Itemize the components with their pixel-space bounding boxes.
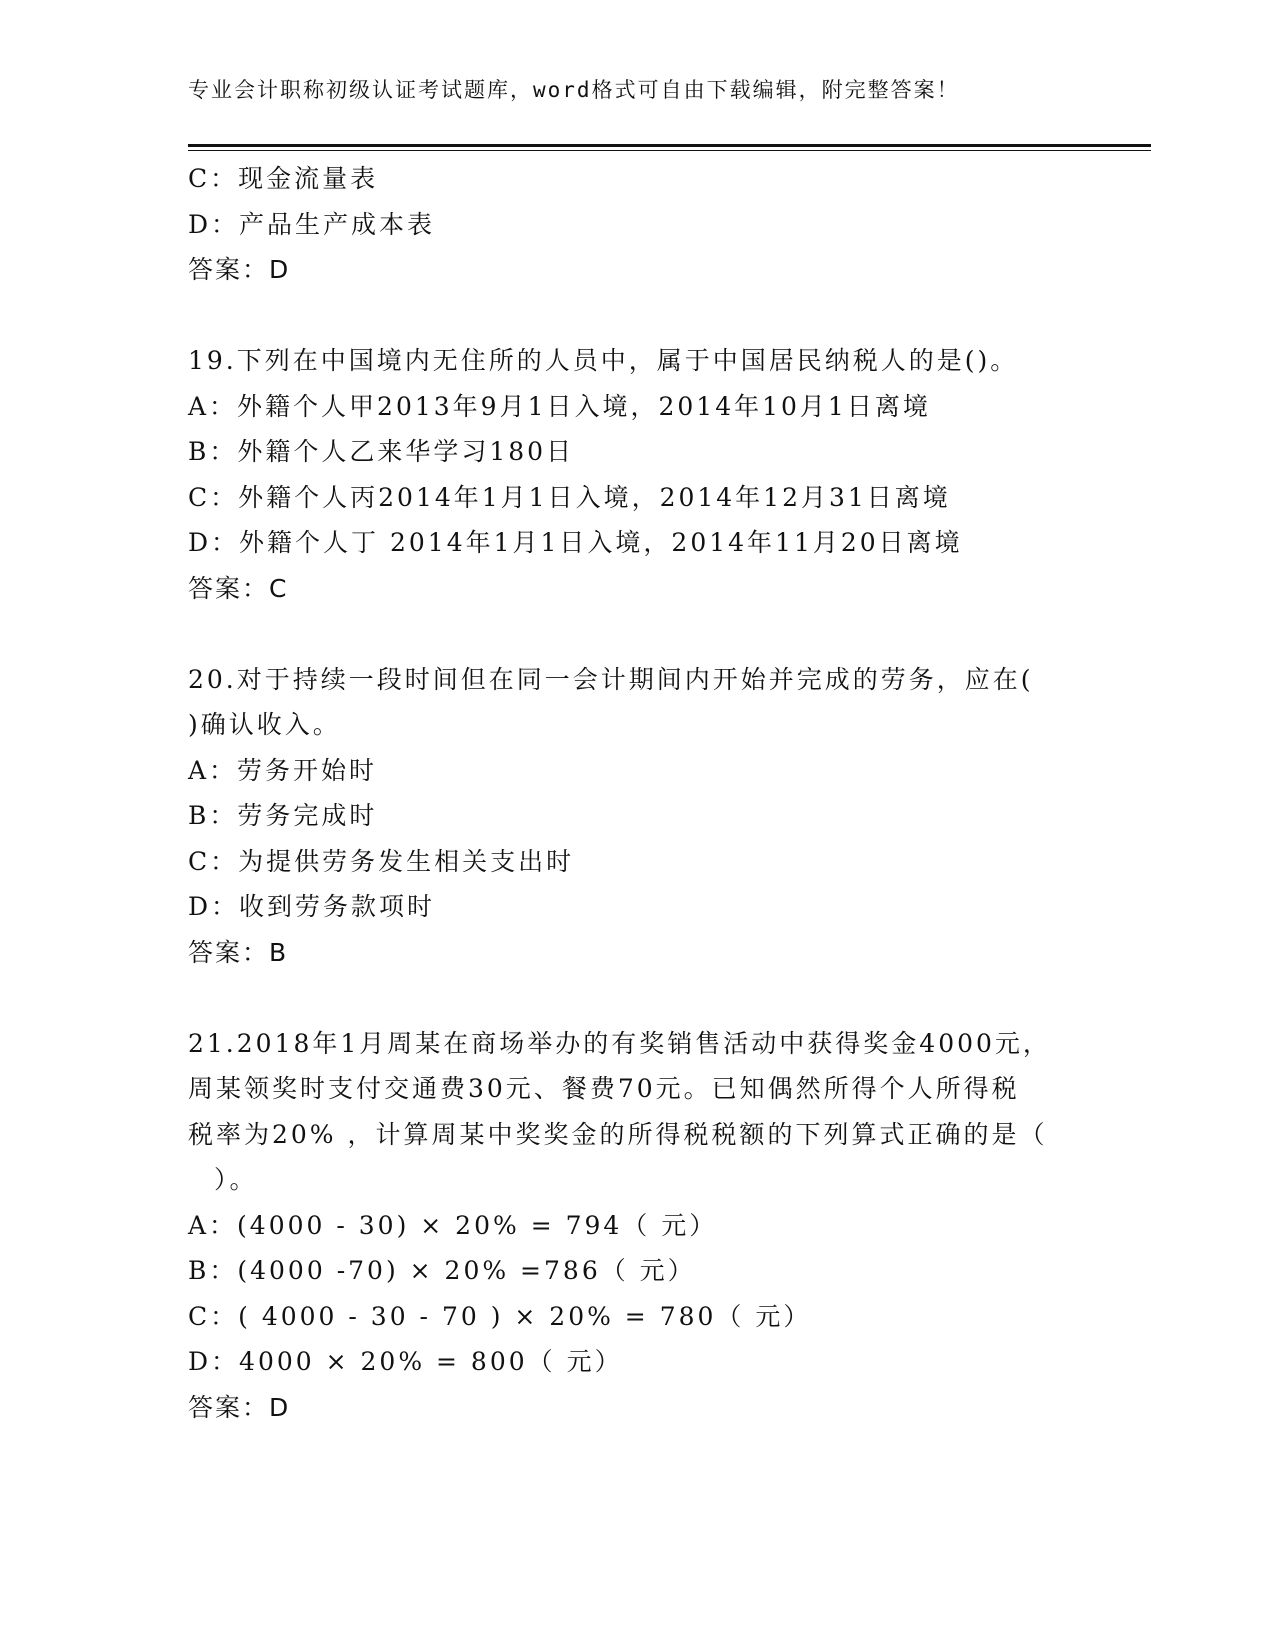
q21-stem-line4: ）。 bbox=[214, 1165, 258, 1194]
spacer bbox=[188, 293, 1058, 339]
q20-option-b: B：劳务完成时 bbox=[188, 801, 378, 830]
q21-option-d: D：4000 × 20% = 800（ 元） bbox=[188, 1347, 623, 1376]
q18-option-c: C：现金流量表 bbox=[188, 164, 379, 193]
q21-answer: 答案：D bbox=[188, 1392, 291, 1422]
q20-option-d: D：收到劳务款项时 bbox=[188, 892, 436, 921]
q18-option-d: D：产品生产成本表 bbox=[188, 209, 436, 239]
q20-option-a: A：劳务开始时 bbox=[188, 755, 378, 785]
spacer bbox=[188, 611, 1058, 657]
spacer bbox=[188, 975, 1058, 1021]
q20-stem-line1: 20.对于持续一段时间但在同一会计期间内开始并完成的劳务，应在( bbox=[188, 664, 1034, 694]
q19-option-b: B：外籍个人乙来华学习180日 bbox=[188, 437, 575, 466]
q21-option-a: A：(4000 - 30) × 20% = 794（ 元） bbox=[188, 1210, 718, 1240]
q21-stem-line1: 21.2018年1月周某在商场举办的有奖销售活动中获得奖金4000元， bbox=[188, 1028, 1051, 1058]
header-rule-thick bbox=[188, 144, 1151, 147]
q20-answer: 答案：B bbox=[188, 937, 289, 967]
question-content bbox=[188, 156, 1058, 1430]
q18-answer: 答案：D bbox=[188, 255, 291, 284]
q21-option-b: B：(4000 -70) × 20% =786（ 元） bbox=[188, 1256, 696, 1285]
q21-stem-line2: 周某领奖时支付交通费30元、餐费70元。已知偶然所得个人所得税 bbox=[188, 1074, 1020, 1103]
q19-option-c: C：外籍个人丙2014年1月1日入境，2014年12月31日离境 bbox=[188, 482, 951, 512]
q20-option-c: C：为提供劳务发生相关支出时 bbox=[188, 846, 575, 876]
q19-option-a: A：外籍个人甲2013年9月1日入境，2014年10月1日离境 bbox=[188, 391, 931, 421]
header-rule-thin bbox=[188, 150, 1151, 151]
q20-stem-line2: )确认收入。 bbox=[188, 710, 341, 739]
q19-stem: 19.下列在中国境内无住所的人员中，属于中国居民纳税人的是()。 bbox=[188, 346, 1019, 375]
q19-option-d: D：外籍个人丁 2014年1月1日入境，2014年11月20日离境 bbox=[188, 528, 963, 557]
q21-stem-line3: 税率为20% ，计算周某中奖奖金的所得税税额的下列算式正确的是（ bbox=[188, 1119, 1048, 1149]
q19-answer: 答案：C bbox=[188, 573, 289, 603]
q21-option-c: C：( 4000 - 30 - 70 ) × 20% = 780（ 元） bbox=[188, 1301, 812, 1331]
page-header: 专业会计职称初级认证考试题库，word格式可自由下载编辑，附完整答案！ bbox=[188, 78, 960, 102]
